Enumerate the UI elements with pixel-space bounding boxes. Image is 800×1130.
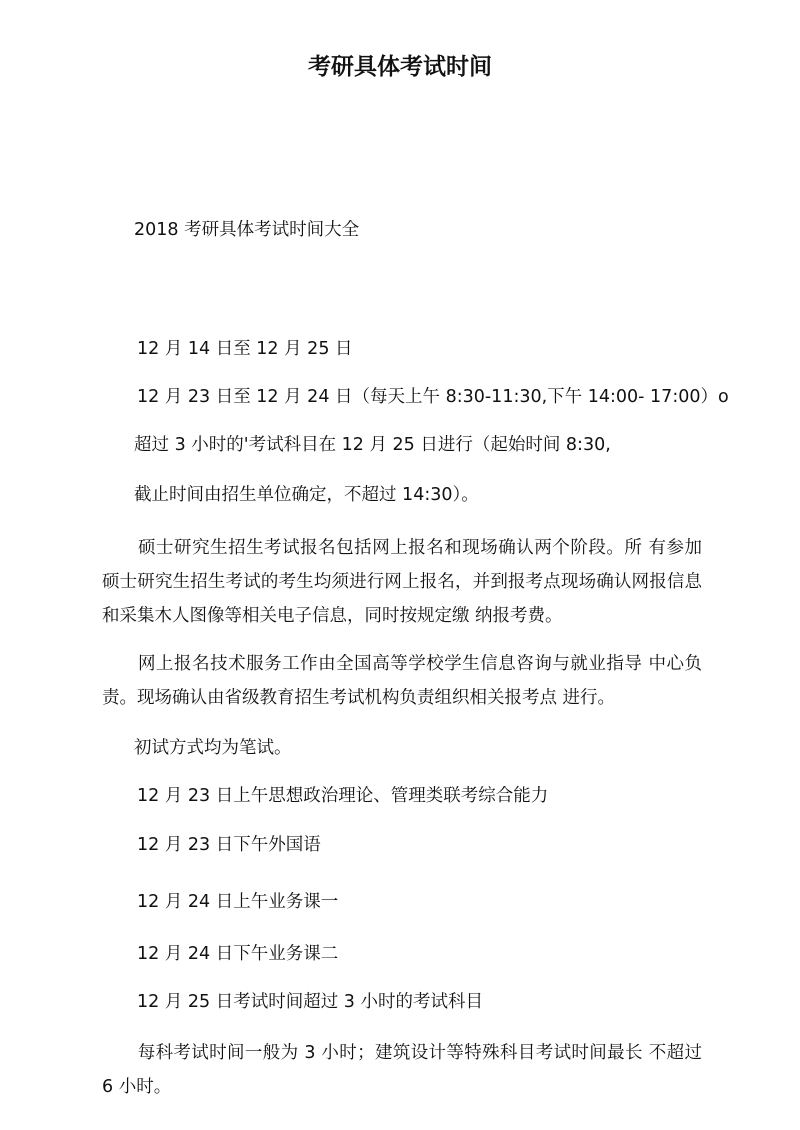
document-title: 考研具体考试时间: [308, 54, 492, 80]
schedule-item-dec23-pm: 12 月 23 日下午外国语: [137, 835, 321, 855]
schedule-item-dec25: 12 月 25 日考试时间超过 3 小时的考试科目: [137, 992, 483, 1012]
paragraph-registration: 硕士研究生招生考试报名包括网上报名和现场确认两个阶段。所 有参加硕士研究生招生考试的考生均须进行网上报名，并到报考点现场确认网报信息和采集木人图像等相关电子信息，同时按规定缴 纳报考费。: [102, 538, 702, 626]
document-subtitle: 2018 考研具体考试时间大全: [134, 220, 360, 240]
schedule-item-dec24-pm: 12 月 24 日下午业务课二: [137, 944, 339, 964]
schedule-item-dec24-am: 12 月 24 日上午业务课一: [137, 892, 339, 912]
paragraph-exam-duration: 每科考试时间一般为 3 小时；建筑设计等特殊科目考试时间最长 不超过 6 小时。: [102, 1043, 702, 1097]
text-line-end-time: 截止时间由招生单位确定，不超过 14:30）。: [134, 485, 479, 505]
text-line-exam-hours: 12 月 23 日至 12 月 24 日（每天上午 8:30-11:30,下午 14:00- 17:00）o: [137, 387, 729, 407]
schedule-item-dec23-am: 12 月 23 日上午思想政治理论、管理类联考综合能力: [137, 786, 549, 806]
text-line-date-range: 12 月 14 日至 12 月 25 日: [137, 339, 353, 359]
text-line-long-exam: 超过 3 小时的'考试科目在 12 月 25 日进行（起始时间 8:30,: [134, 435, 611, 455]
paragraph-online-service: 网上报名技术服务工作由全国高等学校学生信息咨询与就业指导 中心负责。现场确认由省级教育招生考试机构负责组织相关报考点 进行。: [102, 654, 702, 708]
schedule-item-written: 初试方式均为笔试。: [134, 738, 292, 758]
